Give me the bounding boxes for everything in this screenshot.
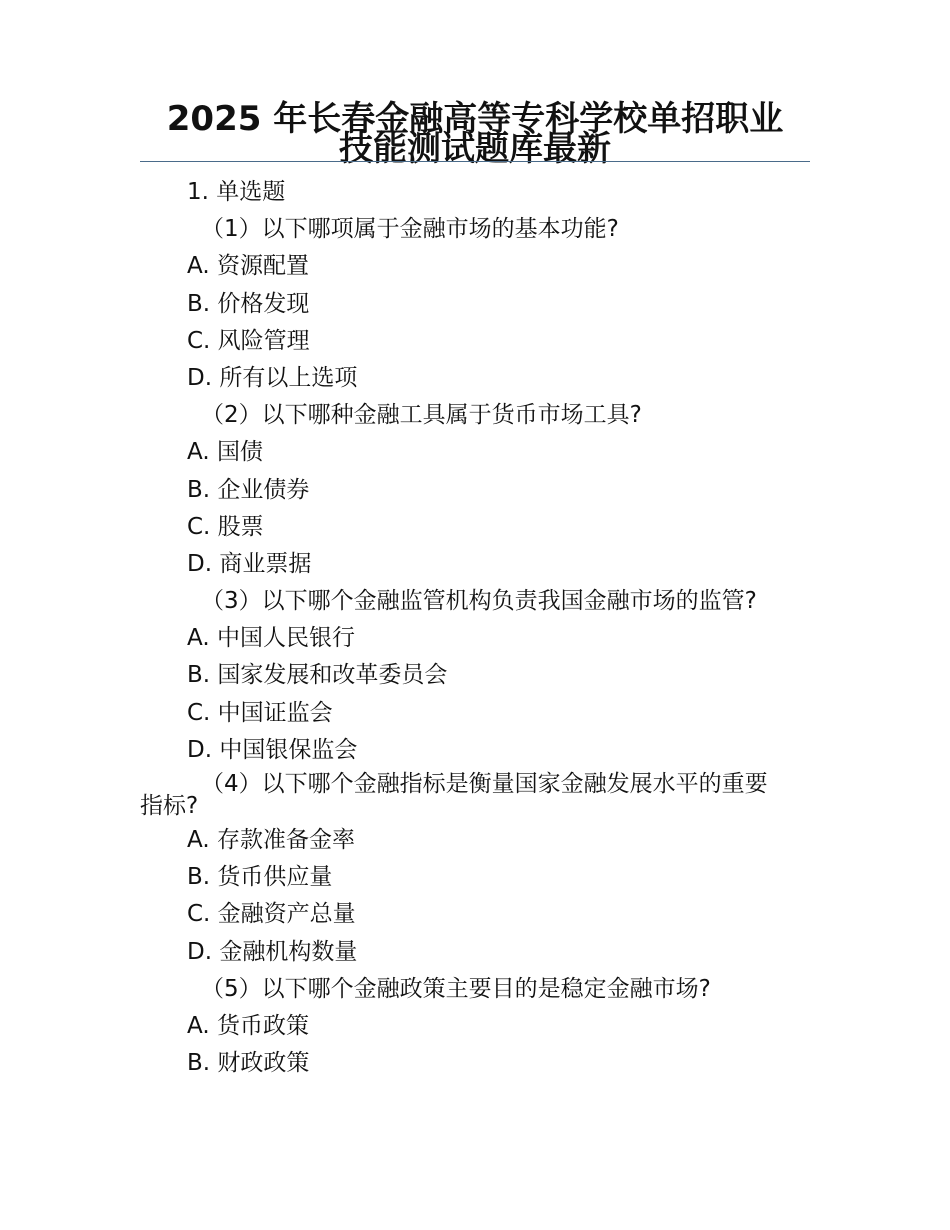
question-2-option-a: A. 国债 — [187, 439, 263, 466]
question-list — [0, 174, 950, 1082]
title-line-1: 2025 年长春金融高等专科学校单招职业 — [166, 99, 784, 139]
question-4 — [0, 769, 950, 822]
title-underline — [140, 161, 810, 162]
section-heading: 1. 单选题 — [187, 179, 286, 205]
question-1-option-a: A. 资源配置 — [187, 253, 309, 280]
question-5: （5）以下哪个金融政策主要目的是稳定金融市场? — [201, 975, 711, 1002]
question-2: （2）以下哪种金融工具属于货币市场工具? — [201, 402, 642, 429]
question-1-option-b: B. 价格发现 — [187, 290, 310, 317]
question-2-option-c: C. 股票 — [187, 513, 264, 540]
question-1: （1）以下哪项属于金融市场的基本功能? — [201, 216, 619, 243]
question-5-option-b: B. 财政政策 — [187, 1050, 310, 1077]
question-4-option-b: B. 货币供应量 — [187, 864, 333, 891]
question-4-option-d: D. 金融机构数量 — [187, 938, 358, 965]
question-5-option-a: A. 货币政策 — [187, 1012, 309, 1039]
question-1-option-c: C. 风险管理 — [187, 327, 310, 354]
question-4-option-a: A. 存款准备金率 — [187, 827, 355, 853]
title-line-2: 技能测试题库最新 — [339, 129, 611, 169]
question-4-text: （4）以下哪个金融指标是衡量国家金融发展水平的重要 — [201, 771, 768, 797]
document-title — [140, 99, 810, 169]
question-3-option-a: A. 中国人民银行 — [187, 625, 355, 652]
question-2-option-d: D. 商业票据 — [187, 550, 312, 577]
question-2-option-b: B. 企业债券 — [187, 476, 310, 503]
question-4-text-continued: 指标? — [140, 793, 199, 819]
question-3-option-d: D. 中国银保监会 — [187, 736, 358, 763]
question-3-option-b: B. 国家发展和改革委员会 — [187, 662, 448, 689]
question-1-option-d: D. 所有以上选项 — [187, 364, 358, 391]
question-3-option-c: C. 中国证监会 — [187, 699, 333, 726]
question-3: （3）以下哪个金融监管机构负责我国金融市场的监管? — [201, 588, 757, 615]
question-4-option-c: C. 金融资产总量 — [187, 901, 356, 928]
